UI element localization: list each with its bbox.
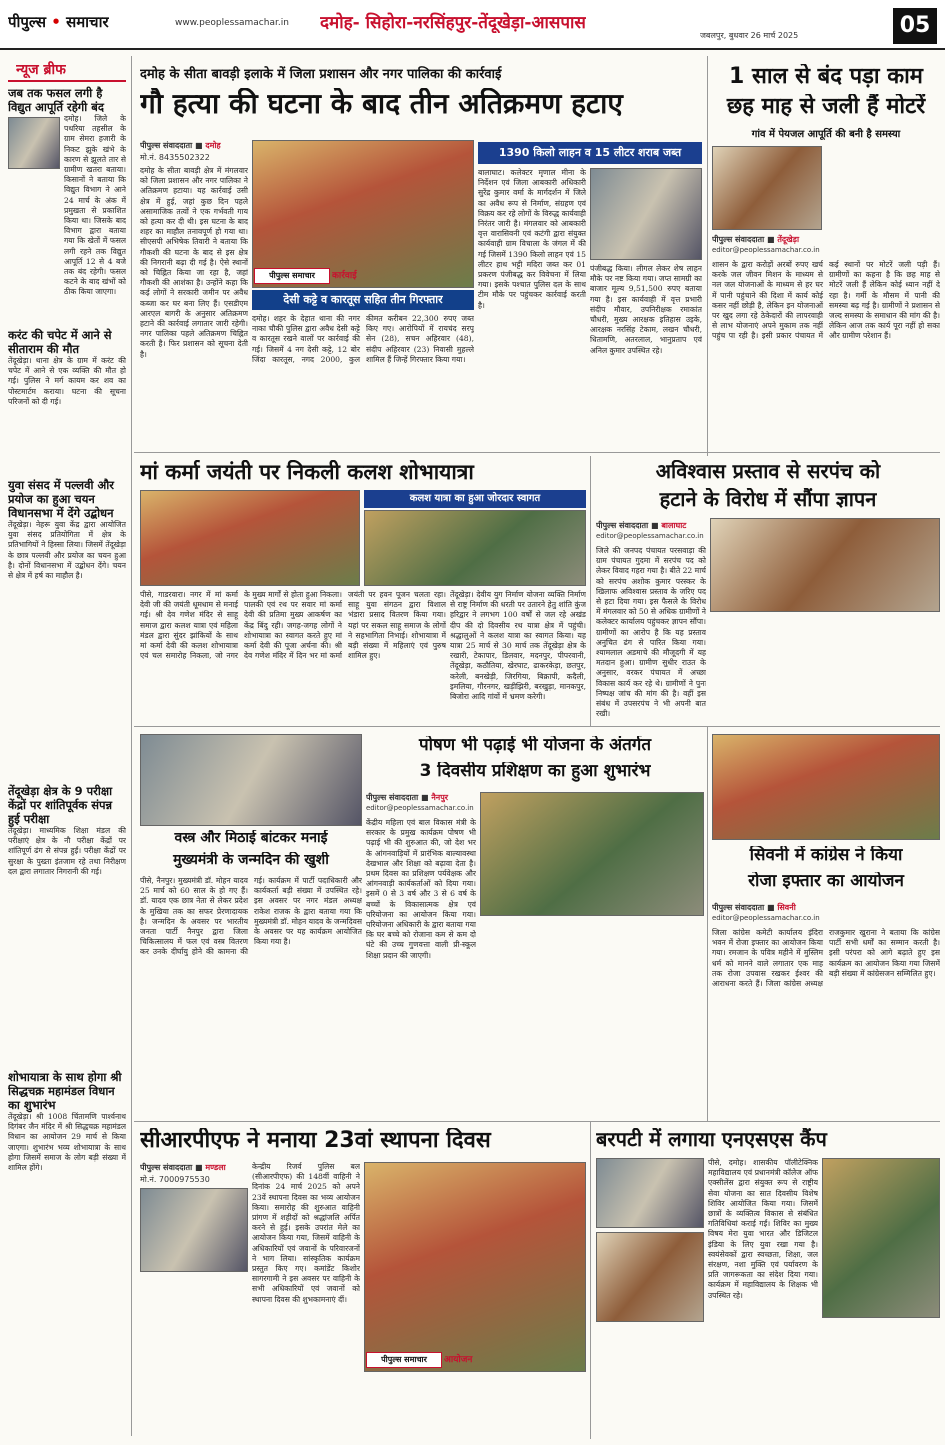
column-divider xyxy=(590,1121,591,1439)
byline-email[interactable]: editor@peoplessamachar.co.in xyxy=(712,246,820,254)
article-headline-line2: हटाने के विरोध में सौंपा ज्ञापन xyxy=(659,488,877,511)
article-body: केंद्रीय महिला एवं बाल विकास मंत्री के सरकार के प्रमुख कार्यक्रम पोषण भी पढ़ाई भी की शुरुआत की, जो देश भर के आंगनवाड़ियों में प्रारंभिक बाल्यावस्था देखभाल और शिक्षा को बढ़ावा देता है। प्रथम दिवस का प्रशिक्षण पर्यवेक्षक और आंगनवाड़ी कार्यकर्ताओं को दिया गया। इसमें 0 से 3 वर्ष और 3 से 6 वर्ष के बच्चों के विकासात्मक क्षेत्र एवं परियोजना का आयोजन किया गया। परियोजना अधिकारी के द्वारा बताया गया कि घर बच्चे को रोजाना कम से कम दो घंटे की उच्च गुणवत्ता वाली प्री-स्कूल शिक्षा प्रदान की जाएगी। xyxy=(366,818,476,960)
article-photo xyxy=(140,490,360,586)
photo-tag: आयोजन xyxy=(444,1355,473,1365)
article-headline[interactable]: 1 साल से बंद पड़ा काम xyxy=(729,64,923,89)
photo-tag: कार्रवाई xyxy=(332,271,357,281)
byline-phone: मो.नं. 8435502322 xyxy=(140,153,210,162)
brief-text: तेंदूखेड़ा। नेहरू युवा केंद्र द्वारा आयोजित युवा संसद प्रतियोगिता में क्षेत्र के प्रतिभागियों ने हिस्सा लिया। जिसमें तेंदूखेड़ा के छात्र पल्लवी और प्रयोज का चयन हुआ है। दोनों विधानसभा में उद्बोधन देंगे। चयन से क्षेत्र में हर्ष का माहौल है। xyxy=(8,520,126,581)
byline-place: बालाघाट xyxy=(661,521,687,530)
article-kicker: दमोह के सीता बावड़ी इलाके में जिला प्रशासन और नगर पालिका की कार्रवाई xyxy=(140,67,502,82)
column-divider xyxy=(131,56,132,1436)
article-photo xyxy=(140,1188,248,1272)
brief-headline[interactable]: युवा संसद में पल्लवी और प्रयोज का हुआ चयन विधानसभा में देंगे उद्बोधन xyxy=(8,478,114,520)
article-body: पीसे, दमोह। शासकीय पॉलीटेक्निक महाविद्यालय एवं प्रधानमंत्री कॉलेज ऑफ एक्सीलेंस द्वारा संयुक्त रूप से राष्ट्रीय सेवा योजना का सात दिवसीय विशेष शिविर आयोजित किया गया। जिसमें छात्रों के व्यक्तित्व विकास से संबंधित गतिविधियां कराई गईं। शिविर का मुख्य विषय मेरा युवा भारत और डिजिटल इंडिया के लिए युवा रखा गया है। स्वयंसेवकों द्वारा स्वच्छता, शिक्षा, जल संरक्षण, नशा मुक्ति एवं पर्यावरण के प्रति जागरूकता का संदेश दिया गया। कार्यक्रम में महाविद्यालय के शिक्षक भी उपस्थित रहे। xyxy=(708,1158,818,1300)
byline-email[interactable]: editor@peoplessamachar.co.in xyxy=(366,804,474,812)
article-headline[interactable]: सिवनी में कांग्रेस ने किया xyxy=(749,846,903,865)
article-headline[interactable]: सीआरपीएफ ने मनाया 23वां स्थापना दिवस xyxy=(140,1128,491,1153)
article-photo xyxy=(140,734,362,826)
article-body: शासन के द्वारा करोड़ों अरबों रुपए खर्च करके जल जीवन मिशन के माध्यम से नल जल योजनाओं के माध्यम से हर घर में पानी पहुंचाने की दिशा में कार्य कोई कसर नहीं छोड़ी है, लेकिन इन योजनाओं पर खुद लगा रहे ठेकेदारों की लापरवाही से लाभ योजनाएं अपने मुकाम तक नहीं पहुंच पा रही है। इसी प्रकार पंचायत में कई स्थानों पर मोटरें जली पड़ी हैं। ग्रामीणों का कहना है कि छह माह से मोटरें जली हैं लेकिन कोई ध्यान नहीं दे रहा है। गर्मी के मौसम में पानी की समस्या बढ़ गई है। ग्रामीणों ने प्रशासन से जल्द समस्या के समाधान की मांग की है। लेकिन आज तक कार्य पूरा नहीं हो सका और ग्रामीण परेशान हैं। xyxy=(712,260,940,341)
article-headline[interactable]: गौ हत्या की घटना के बाद तीन अतिक्रमण हटाए xyxy=(140,88,623,120)
byline-place: तेंदूखेड़ा xyxy=(777,235,800,244)
column-divider xyxy=(707,726,708,1121)
brief-text: तेंदूखेड़ा। माध्यमिक शिक्षा मंडल की परीक्षाएं क्षेत्र के नौ परीक्षा केंद्रों पर शांतिपूर्ण ढंग से संपन्न हुईं। परीक्षा केंद्रों पर सुरक्षा के पुख्ता इंतजाम रहे तथा निरीक्षण दल द्वारा लगातार निगरानी की गई। xyxy=(8,826,126,876)
brand-name-part: समाचार xyxy=(66,13,109,31)
byline-name: पीपुल्स संवाददाता xyxy=(596,521,649,530)
news-brief-heading: न्यूज ब्रीफ xyxy=(16,62,66,78)
article-body-continued xyxy=(140,1276,248,1436)
brief-headline[interactable]: शोभायात्रा के साथ होगा श्री सिद्धचक्र महामंडल विधान का शुभारंभ xyxy=(8,1070,122,1112)
byline: पीपुल्स संवाददाता ■ मण्डला xyxy=(140,1163,226,1172)
byline-name: पीपुल्स संवाददाता xyxy=(140,1163,193,1172)
byline-email[interactable]: editor@peoplessamachar.co.in xyxy=(712,914,820,922)
photo-logo: पीपुल्स समाचार xyxy=(254,268,330,284)
byline-name: पीपुल्स संवाददाता xyxy=(712,235,765,244)
article-body: बालाघाट। कलेक्टर मृणाल मीना के निर्देशन एवं जिला आबकारी अधिकारी सुरेंद्र कुमार वर्मा के मार्गदर्शन में जिले का अवैध रूप से निर्माण, संग्रहण एवं विक्रय कर रहे लोगों के विरुद्ध कार्यवाही निरंतर जारी है। मंगलवार को आबकारी वृत्त वारासिवनी एवं कटंगी द्वारा संयुक्त कार्यवाही ग्राम विचाला के जंगल में की गई जिसमें 1390 किलो लाहन एवं 15 लीटर हाथ भट्टी मदिरा जब्त कर 01 प्रकरण पंजीबद्ध कर विवेचना में लिया गया। इसके पश्चात पुलिस दल के साथ टीम मौके पर पहुंचकर कार्रवाई करती है। xyxy=(478,168,586,310)
article-body-continued xyxy=(596,1326,940,1436)
article-photo xyxy=(364,510,586,586)
row-divider xyxy=(134,726,940,727)
article-subhead: गांव में पेयजल आपूर्ति की बनी है समस्या xyxy=(751,129,901,140)
article-headline-line2: छह माह से जली हैं मोटरें xyxy=(726,94,926,119)
brand-dot: • xyxy=(46,13,67,31)
row-divider xyxy=(134,1121,940,1122)
brief-headline[interactable]: जब तक फसल लगी है विद्युत आपूर्ति रहेगी बंद xyxy=(8,86,104,114)
masthead-logo xyxy=(8,12,109,32)
byline-email[interactable]: editor@peoplessamachar.co.in xyxy=(596,532,704,540)
site-url[interactable]: www.peoplessamachar.in xyxy=(175,18,289,28)
section-title: दमोह- सिहोरा-नरसिंहपुर-तेंदूखेड़ा-आसपास xyxy=(320,13,586,33)
article-photo xyxy=(712,146,822,230)
article-headline[interactable]: अविश्वास प्रस्ताव से सरपंच को xyxy=(655,460,881,483)
column-divider xyxy=(707,56,708,456)
brief-text: तेंदूखेड़ा। थाना क्षेत्र के ग्राम में करंट की चपेट में आने से एक व्यक्ति की मौत हो गई। पुलिस ने मर्ग कायम कर शव का पोस्टमार्टम कराया। घटना की सूचना परिजनों को दी गई। xyxy=(8,356,126,406)
brief-text: दमोह। जिले के पथरिया तहसील के ग्राम सेमरा हजारी के निकट झुके खंभे के कारण से झूलते तार से ग्रामीण खतरा बताया। किसानों ने बताया कि विद्युत विभाग ने आने 24 मार्च के अंक में प्रमुखता से प्रकाशित किया था। जिसके बाद विभाग द्वारा बताया गया कि खेतों में फसल लगी रहने तक विद्युत आपूर्ति 12 से 4 बजे तक बंद रहेगी। फसल कटने के बाद खंभों को ठीक किया जाएगा। xyxy=(64,114,126,297)
news-brief-column xyxy=(8,86,126,1436)
article-headline[interactable]: पोषण भी पढ़ाई भी योजना के अंतर्गत xyxy=(418,736,652,755)
brief-headline[interactable]: करंट की चपेट में आने से सीताराम की मौत xyxy=(8,328,112,356)
brief-text: तेंदूखेड़ा। श्री 1008 चिंतामणि पार्श्वनाथ दिगंबर जैन मंदिर में श्री सिद्धचक्र महामंडल विधान का आयोजन 29 मार्च से किया जाएगा। शुभारंभ भव्य शोभायात्रा के साथ होगा जिसमें समाज के लोग बड़ी संख्या में शामिल होंगे। xyxy=(8,1112,126,1173)
article-body: तेंदूखेड़ा। देवीय युग निर्माण योजना व्यक्ति निर्माण से राष्ट्र निर्माण की धरती पर उतारने हेतु शांति कुंज हरिद्वार ने लगभग 100 वर्षों से जल रहे अखंड दीप की दो दिवसीय रथ यात्रा क्षेत्र में पहुंची। श्रद्धालुओं ने कलश यात्रा का स्वागत किया। यह यात्रा 25 मार्च से 30 मार्च तक तेंदूखेड़ा क्षेत्र के रखारी, टेकापार, डिलवार, मदनपुर, पीपरवानी, तेंदूखेड़ा, कठौतिया, खेरघाट, ढाकरकेड़ा, छतपुर, करेली, बनखेड़ी, जिरगिया, बिक्रापी, कदैली, इमलिया, गौरनगर, खड़ीझिरी, बरखुड़ा, मानकपुर, बिजोरा आदि गांवों में भ्रमण करेगी। xyxy=(450,590,586,702)
byline-name: पीपुल्स संवाददाता xyxy=(366,793,419,802)
article-headline-line2: मुख्यमंत्री के जन्मदिन की खुशी xyxy=(173,852,329,868)
dateline: जबलपुर, बुधवार 26 मार्च 2025 xyxy=(700,31,799,40)
article-headline[interactable]: बरपटी में लगाया एनएसएस कैंप xyxy=(596,1128,827,1151)
article-headline-line2: 3 दिवसीय प्रशिक्षण का हुआ शुभारंभ xyxy=(419,762,651,781)
byline-place: सिवनी xyxy=(777,903,796,912)
caption-body: दमोह। शहर के देहात थाना की नगर नाका चौकी पुलिस द्वारा अवैध देसी कट्टे व कारतूस रखने वालों पर कार्रवाई की गई। जिसमें 4 नग देसी कट्टे, 12 बोर जिंदा कारतूस, नगद 2000, कुल कीमत करीबन 22,300 रुपए जब्त किए गए। आरोपियों में रायचंद सरपू सेन (28), सचन अहिरवार (48), संदीप अहिरवार (23) निवासी मुहल्ले शामिल हैं जिन्हें गिरफ्तार किया गया। xyxy=(252,314,474,364)
byline-place: नैनपुर xyxy=(431,793,449,802)
article-body: पीसे, गाडरवारा। नगर में मां कर्मा देवी जी की जयंती धूमधाम से मनाई गई। श्री देव गणेश मंदिर से साहू समाज द्वारा कलश यात्रा एवं महिला मंडल द्वारा सुंदर झांकियों के साथ मां कर्मा देवी की कलश शोभायात्रा एवं चल समारोह निकला, जो नगर के मुख्य मार्गों से होता हुआ निकला। पालकी एवं रथ पर सवार मां कर्मा देवी की प्रतिमा मुख्य आकर्षण का केंद्र बिंदु रही। जगह-जगह लोगों ने शोभायात्रा का स्वागत करते हुए मां कर्मा देवी की पूजा अर्चना की। श्री देव गणेश मंदिर में दिन भर मां कर्मा जयंती पर हवन पूजन चलता रहा। साहू युवा संगठन द्वारा विशाल भंडारा प्रसाद वितरण किया गया। यहां पर सकल साहू समाज के लोगों ने सहभागिता निभाई। शोभायात्रा में बड़ी संख्या में महिलाएं एवं पुरुष शामिल हुए। xyxy=(140,590,446,661)
article-photo xyxy=(252,140,474,288)
article-body-continued xyxy=(480,922,704,1116)
article-body: केन्द्रीय रिजर्व पुलिस बल (सीआरपीएफ) की 148वीं वाहिनी ने दिनांक 24 मार्च 2025 को अपने 23वें स्थापना दिवस का भव्य आयोजन किया। समारोह की शुरुआत वाहिनी प्रांगण में शहीदों को श्रद्धांजलि अर्पित करने से हुई। इसके उपरांत मेले का आयोजन किया गया, जिसमें वाहिनी के अधिकारियों एवं जवानों के परिवारजनों ने भाग लिया। सांस्कृतिक कार्यक्रम प्रस्तुत किए गए। कमांडेंट किशोर सागरगामी ने इस अवसर पर वाहिनी के सभी अधिकारियों एवं जवानों को स्थापना दिवस की शुभकामनाएं दीं। xyxy=(252,1162,360,1304)
article-headline[interactable]: वस्त्र और मिठाई बांटकर मनाई xyxy=(174,830,328,846)
photo-caption-bar[interactable]: कलश यात्रा का हुआ जोरदार स्वागत xyxy=(364,490,586,508)
article-photo xyxy=(596,1232,704,1322)
article-body: पंजीबद्ध किया। लीगल लेकर शेष लाहन मौके पर नष्ट किया गया। जप्त सामग्री का बाजार मूल्य 9,51,500 रुपए बताया गया है। इस कार्यवाही में वृत्त प्रभारी संदीप मौवार, उपनिरीक्षक रमाकांत चौधरी, मुख्य आरक्षक इतिहास उइके, आरक्षक नरसिंह टेकाम, लखन चौधरी, धितामणि, अतरलाल, भानुप्रताप एवं अनिल कुमार उपस्थित रहे। xyxy=(590,264,702,355)
brief-rule xyxy=(8,80,126,82)
article-photo xyxy=(480,792,704,916)
byline: पीपुल्स संवाददाता ■ तेंदूखेड़ा xyxy=(712,235,800,244)
article-body: जिले की जनपद पंचायत परसवाड़ा की ग्राम पंचायत गुदमा में सरपंच पद को लेकर विवाद गहरा गया है। बीते 22 मार्च को सरपंच अशोक कुमार परस्कर के खिलाफ अविश्वास प्रस्ताव के जरिए पद से हटा दिया गया। इस फैसले के विरोध में मंगलवार को 50 से अधिक ग्रामीणों ने कलेक्टर कार्यालय पहुंचकर ज्ञापन सौंपा। ग्रामीणों का आरोप है कि यह प्रस्ताव अनुचित ढंग से पारित किया गया। श्यामलाल अडमाचे की मौजूदगी में यह मतदान हुआ। ग्रामीण सुधीर राउत के अनुसार, वरकर पंचायत में अच्छा विकास कार्य कर रहे थे। ग्रामीणों ने पुनः निष्पक्ष जांच की मांग की है। वहीं इस संबंध में उपसरपंच ने भी अपनी बात रखी। xyxy=(596,546,706,719)
photo-logo: पीपुल्स समाचार xyxy=(366,1352,442,1368)
brief-photo xyxy=(8,117,60,169)
article-headline[interactable]: मां कर्मा जयंती पर निकली कलश शोभायात्रा xyxy=(140,460,474,484)
byline: पीपुल्स संवाददाता ■ नैनपुर xyxy=(366,793,449,802)
article-photo xyxy=(596,1158,704,1228)
page-number: 05 xyxy=(893,8,937,44)
article-body-continued xyxy=(364,1376,586,1436)
byline-place: दमोह xyxy=(205,141,221,150)
article-body: पीसे, नैनपुर। मुख्यमंत्री डॉ. मोहन यादव 25 मार्च को 60 साल के हो गए हैं। डॉ. यादव एक छात्र नेता से लेकर प्रदेश के मुखिया तक का सफर प्रेरणादायक है। जन्मदिन के अवसर पर भारतीय जनता पार्टी नैनपुर द्वारा जिला चिकित्सालय में फल एवं वस्त्र वितरण कर उनके दीर्घायु होने की कामना की गई। कार्यक्रम में पार्टी पदाधिकारी और कार्यकर्ता बड़ी संख्या में उपस्थित रहे। इस अवसर पर नगर मंडल अध्यक्ष राकेश राजक के द्वारा बताया गया कि मुख्यमंत्री डॉ. मोहन यादव के जन्मदिवस के अवसर पर यह कार्यक्रम आयोजित किया गया है। xyxy=(140,876,362,957)
article-body: दमोह के सीता बावड़ी क्षेत्र में मंगलवार को जिला प्रशासन और नगर पालिका ने अतिक्रमण हटाया। यह कार्रवाई उसी क्षेत्र में हुई, जहां कुछ दिन पहले असामाजिक तत्वों ने एक गर्भवती गाय को हत्या कर दी थी। इस घटना के बाद शहर का माहौल तनावपूर्ण हो गया था। सीएसपी अभिषेक तिवारी ने बताया कि गौकशी की घटना के बाद से इस क्षेत्र की निगरानी बढ़ा दी गई है। ऐसे स्थानों को चिह्नित किया जा रहा है, जहां गौकशी की आशंका है। उन्होंने कहा कि कई लोगों ने सरकारी जमीन पर अवैध कब्जा कर घर बना लिए हैं। एसडीएम आरएल बागरी के अनुसार अतिक्रमण हटाने की कार्रवाई लगातार जारी रहेगी। नगर पालिका पहले अतिक्रमण चिह्नित करती है। फिर प्रशासन को सूचना देती है। xyxy=(140,166,248,359)
byline-place: मण्डला xyxy=(205,1163,226,1172)
article-headline-line2: रोजा इफ्तार का आयोजन xyxy=(748,872,904,891)
article-photo xyxy=(590,168,702,260)
article-photo xyxy=(712,734,940,840)
page-header xyxy=(0,0,945,50)
byline-phone: मो.नं. 7000975530 xyxy=(140,1175,210,1184)
column-divider xyxy=(590,456,591,726)
byline-name: पीपुल्स संवाददाता xyxy=(712,903,765,912)
byline: पीपुल्स संवाददाता ■ बालाघाट xyxy=(596,521,687,530)
byline: पीपुल्स संवाददाता ■ सिवनी xyxy=(712,903,796,912)
brief-headline[interactable]: तेंदूखेड़ा क्षेत्र के 9 परीक्षा केंद्रों पर शांतिपूर्वक संपन्न हुई परीक्षा xyxy=(8,784,113,826)
byline-name: पीपुल्स संवाददाता xyxy=(140,141,193,150)
row-divider xyxy=(134,452,940,453)
article-headline-bar[interactable]: 1390 किलो लाहन व 15 लीटर शराब जब्त xyxy=(478,142,702,164)
article-photo xyxy=(822,1158,940,1318)
photo-caption-bar[interactable]: देसी कट्टे व कारतूस सहित तीन गिरफ्तार xyxy=(252,290,474,310)
article-body: जिला कांग्रेस कमेटी कार्यालय इंदिरा भवन में रोजा इफ्तार का आयोजन किया गया। रमजान के पवित्र महीने में मुस्लिम धर्म को मानने वाले लगातार एक माह तक रोजा उपवास रखकर ईश्वर की आराधना करते हैं। जिला कांग्रेस अध्यक्ष राजकुमार खुराना ने बताया कि कांग्रेस पार्टी सभी धर्मों का सम्मान करती है। इसी परंपरा को आगे बढ़ाते हुए इस कार्यक्रम का आयोजन किया गया जिसमें बड़ी संख्या में कांग्रेसजन सम्मिलित हुए। xyxy=(712,928,940,989)
article-photo xyxy=(364,1162,586,1372)
brand-name-part: पीपुल्स xyxy=(8,13,47,31)
byline: पीपुल्स संवाददाता ■ दमोह xyxy=(140,141,221,150)
article-photo xyxy=(710,518,940,612)
